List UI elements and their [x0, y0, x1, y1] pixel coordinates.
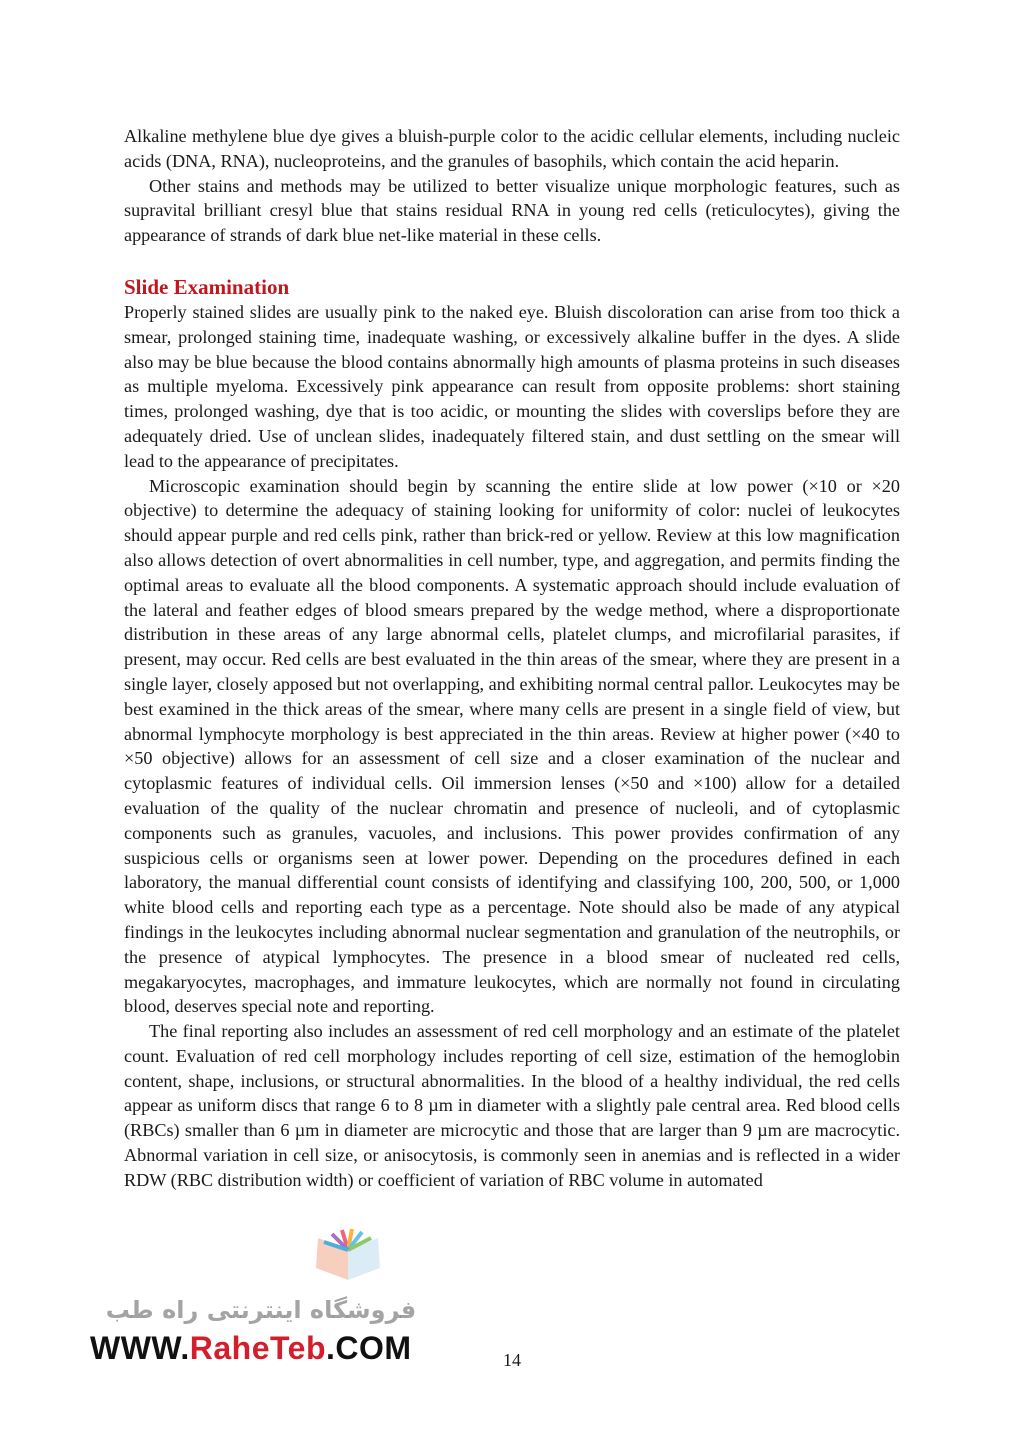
paragraph-other-stains: Other stains and methods may be utilized to better visualize unique morphologic features, such as supravital brilliant cresyl blue that stains residual RNA in young red cells (reticulocytes), giving the appearance of strands of dark blue net-like material in these cells.: [124, 175, 900, 246]
watermark-url-brand: RaheTeb: [189, 1330, 326, 1366]
paragraph-microscopic-examination: Microscopic examination should begin by scanning the entire slide at low power (×10 or ×20 objective) to determine the adequacy of staining looking for uniformity of color: nuclei of leukocytes should appear purple and red cells pink, rather than brick-red or yellow. Review at this low magnification also allows detection of overt abnormalities in cell number, type, and aggregation, and permits finding the optimal areas to evaluate all the blood components. A systematic approach should include evaluation of the lateral and feather edges of blood smears prepared by the wedge method, where a disproportionate distribution in these areas of any large abnormal cells, platelet clumps, and microfilarial parasites, if present, may occur. Red cells are best evaluated in the thin areas of the smear, where they are present in a single layer, closely apposed but not overlapping, and exhibiting normal central pallor. Leukocytes may be best examined in the thick areas of the smear, where many cells are present in a single field of view, but abnormal lymphocyte morphology is best appreciated in the thin areas. Review at higher power (×40 to ×50 objective) allows for an assessment of cell size and a closer examination of the nuclear and cytoplasmic features of individual cells. Oil immersion lenses (×50 and ×100) allow for a detailed evaluation of the quality of the nuclear chromatin and presence of nucleoli, and of cytoplasmic components such as granules, vacuoles, and inclusions. This power provides confirmation of any suspicious cells or organisms seen at lower power. Depending on the procedures defined in each laboratory, the manual differential count consists of identifying and classifying 100, 200, 500, or 1,000 white blood cells and reporting each type as a percentage. Note should also be made of any atypical findings in the leukocytes including abnormal nuclear segmentation and granulation of the neutrophils, or the presence of atypical lymphocytes. The presence in a blood smear of nucleated red cells, megakaryocytes, macrophages, and immature leukocytes, which are normally not found in circulating blood, deserves special note and reporting.: [124, 475, 900, 1017]
section-heading: Slide Examination: [124, 274, 290, 299]
paragraph-final-reporting: The final reporting also includes an assessment of red cell morphology and an estimate of the platelet count. Evaluation of red cell morphology includes reporting of cell size, estimation of the hemoglobin content, shape, inclusions, or structural abnormalities. In the blood of a healthy individual, the red cells appear as uniform discs that range 6 to 8 µm in diameter with a slightly pale central area. Red blood cells (RBCs) smaller than 6 µm in diameter are microcytic and those that are larger than 9 µm are macrocytic. Abnormal variation in cell size, or anisocytosis, is commonly seen in anemias and is reflected in a wider RDW (RBC distribution width) or coefficient of variation of RBC volume in automated: [124, 1021, 900, 1190]
watermark-url-prefix: WWW.: [90, 1330, 190, 1366]
book-logo-icon: [308, 1228, 388, 1288]
paragraph-stained-slides: Properly stained slides are usually pink to the naked eye. Bluish discoloration can arise from too thick a smear, prolonged staining time, inadequate washing, or excessively alkaline buffer in the dyes. A slide also may be blue because the blood contains abnormally high amounts of plasma proteins in such diseases as multiple myeloma. Excessively pink appearance can result from opposite problems: short staining times, prolonged washing, dye that is too acidic, or mounting the slides with coverslips before they are adequately dried. Use of unclean slides, inadequately filtered stain, and dust settling on the smear will lead to the appearance of precipitates.: [124, 301, 900, 471]
page-number: 14: [503, 1350, 521, 1370]
watermark: [86, 1228, 436, 1368]
watermark-url-suffix: .COM: [326, 1330, 412, 1366]
paragraph-methylene-blue: Alkaline methylene blue dye gives a bluish-purple color to the acidic cellular elements, including nucleic acids (DNA, RNA), nucleoproteins, and the granules of basophils, which contain the acid heparin.: [124, 126, 900, 171]
watermark-persian-text: فروشگاه اینترنتی راه طب: [105, 1296, 417, 1324]
page-body: [124, 124, 900, 1193]
